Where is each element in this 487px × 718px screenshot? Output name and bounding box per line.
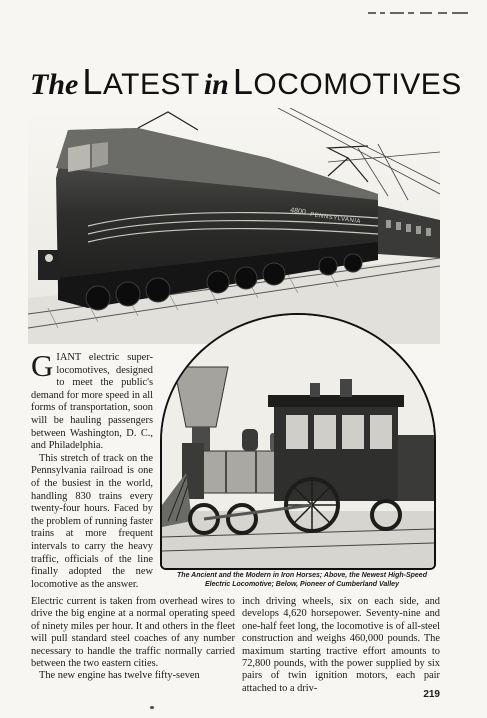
drop-cap: G <box>31 348 54 383</box>
intro-paragraph-1 <box>31 348 153 453</box>
body-paragraph-engine: The new engine has twelve fifty-seven <box>39 670 200 682</box>
title-initial-locomotives: L <box>232 61 254 102</box>
body-column-right <box>242 596 440 695</box>
body-paragraph-current: Electric current is taken from overhead wires to drive the big engine at a normal operating speed of ninety miles per hour. It and others in the fleet will pull standard steel coaches of any number necessary to handle the traffic normally carried between the two eastern cities. <box>31 596 235 670</box>
intro-column <box>31 348 153 591</box>
bottom-mark <box>150 706 154 709</box>
electric-locomotive-photo <box>28 108 440 344</box>
title-word-latest: ATEST <box>102 68 200 101</box>
title-initial-latest: L <box>82 61 103 102</box>
intro-paragraph-1-text: IANT electric super-locomotives, designed to meet the public's demand for more speed in all forms of transportation, soon will be hauling passengers between Washington, D. C., and Philadelphia. <box>31 352 153 452</box>
title-word-the: The <box>30 68 79 101</box>
top-edge-marks <box>368 2 478 6</box>
article-title <box>30 61 462 102</box>
body-paragraph-specs: inch driving wheels, six on each side, and develops 4,620 horsepower. Seventy-nine and one-half feet long, the locomotive is of all-steel construction and weighs 460,000 pounds. The maximum starting tractive effort amounts to 72,800 pounds, with the power supplied by six pairs of twin ignition motors, each pair attached to a driv- <box>242 596 440 694</box>
title-word-locomotives: OCOMOTIVES <box>253 68 462 101</box>
title-word-in: in <box>203 68 229 101</box>
locomotive-road-name: PENNSYLVANIA <box>309 212 362 226</box>
locomotive-number: 4800 <box>289 207 307 217</box>
page-number: 219 <box>423 689 440 700</box>
intro-paragraph-2: This stretch of track on the Pennsylvania railroad is one of the busiest in the world, handling 830 trains every twenty-four hours. Faced by the problem of running faster trains at more frequent intervals to carry the heavy traffic, officials of the line finally adopted the new locomotive as the answer. <box>31 452 153 590</box>
body-column-left <box>31 596 235 683</box>
steam-locomotive-illustration <box>162 315 434 568</box>
pioneer-steam-locomotive-photo <box>160 313 436 570</box>
photo-caption: The Ancient and the Modern in Iron Horses; Above, the Newest High-Speed Electric Locomotive; Below, Pioneer of Cumberland Valley <box>177 572 427 588</box>
